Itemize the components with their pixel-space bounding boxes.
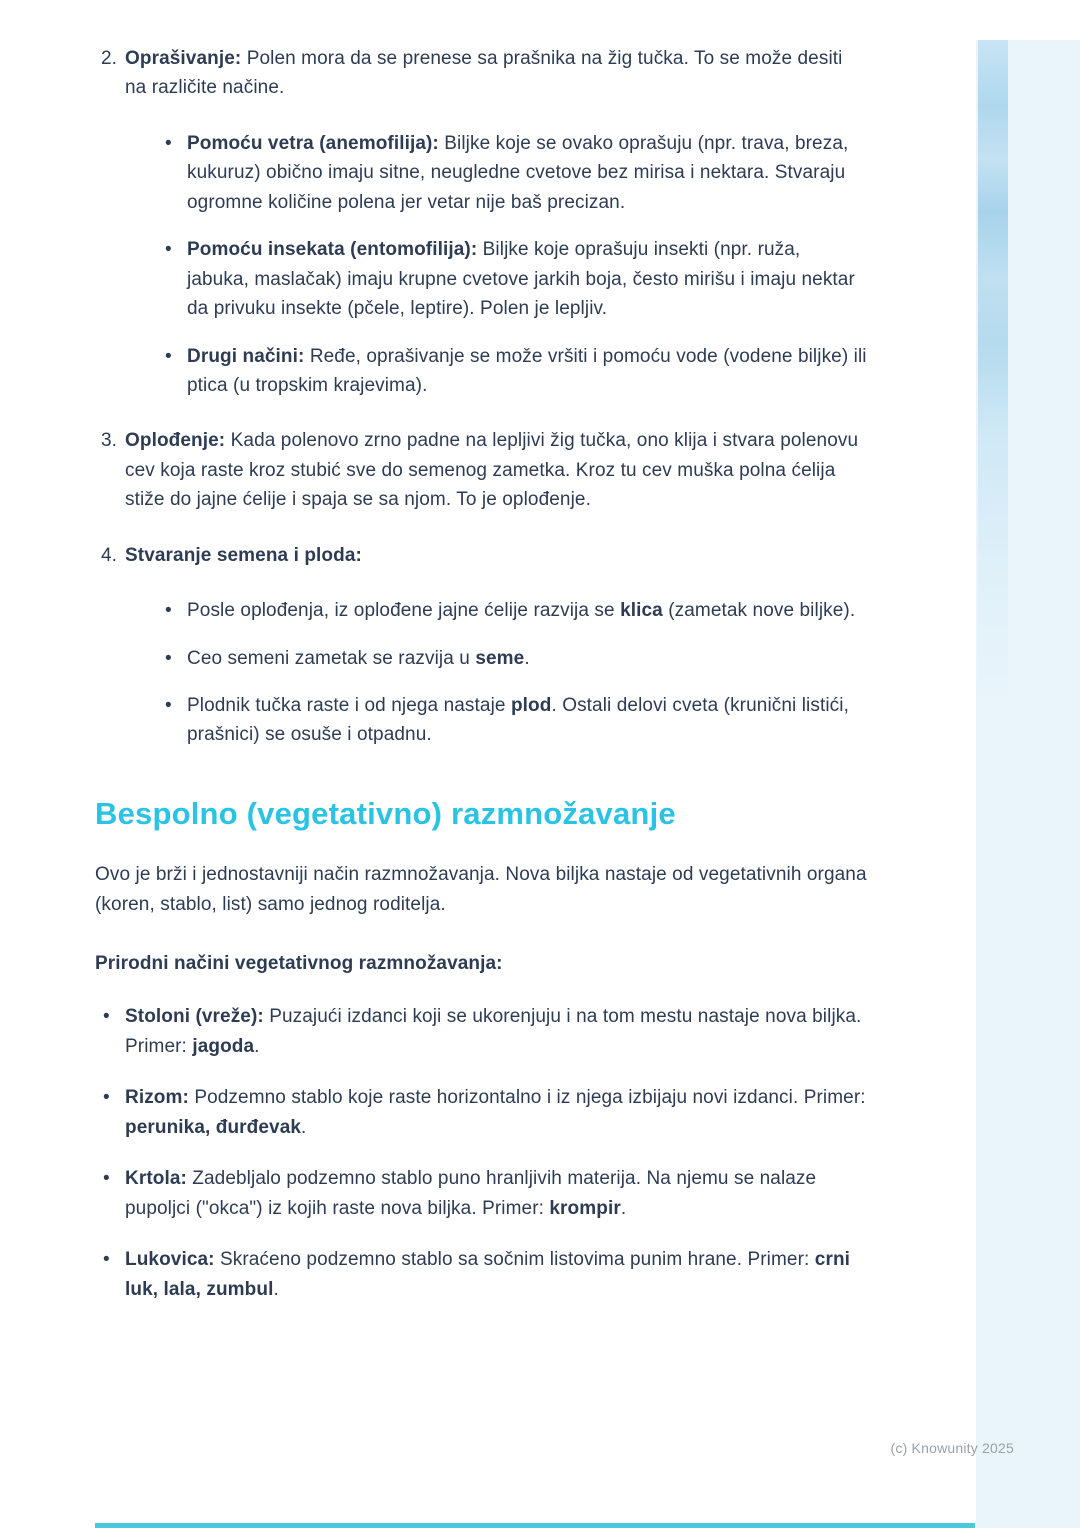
section-intro: Ovo je brži i jednostavniji način razmnožavanja. Nova biljka nastaje od vegetativnih organa (koren, stablo, list) samo jednog roditelja. (95, 864, 867, 915)
bullet-text: Posle oplođenja, iz oplođene jajne ćelije razvija se (187, 600, 621, 622)
bullet-text: Podzemno stablo koje raste horizontalno i iz njega izbijaju novi izdanci. Primer: (188, 1087, 866, 1109)
bullet-text: . (273, 1278, 279, 1300)
list-item-fertilization (95, 426, 867, 514)
bullet-emphasis: crni luk, lala, zumbul (125, 1249, 851, 1300)
bullet-text: . Ostali delovi cveta (krunični listići, prašnici) se osuše i otpadnu. (187, 695, 849, 746)
bullet-plod (125, 691, 867, 750)
bullet-label: Stoloni (vreže): (125, 1006, 264, 1028)
item-label: Oplođenje: (125, 430, 226, 452)
item-number: 3. (101, 430, 118, 452)
bullet-text: Zadebljalo podzemno stablo puno hranljivih materija. Na njemu se nalaze pupoljci ("okca") iz kojih raste nova biljka. Primer: (125, 1168, 817, 1219)
bullet-wind-pollination (125, 129, 867, 217)
bullet-krtola (95, 1164, 867, 1223)
bullet-stoloni (95, 1002, 867, 1061)
bullet-label: Pomoću insekata (entomofilija): (187, 239, 478, 261)
list-item-seed-fruit (95, 541, 867, 750)
section-heading: Bespolno (vegetativno) razmnožavanje (95, 795, 676, 831)
bullet-emphasis: klica (620, 600, 663, 622)
bullet-text: Plodnik tučka raste i od njega nastaje (187, 695, 511, 716)
item-paragraph (125, 426, 867, 514)
page-edge-decoration (976, 40, 1080, 1528)
page-edge-gradient-band (978, 40, 1008, 700)
bullet-label: Rizom: (125, 1087, 189, 1109)
vegetative-methods-list (95, 1002, 867, 1304)
pollination-methods-list (125, 129, 867, 401)
bullet-seme (125, 644, 867, 673)
item-text: Kada polenovo zrno padne na lepljivi žig tučka, ono klija i stvara polenovu cev koja raste kroz stubić sve do semenog zametka. Kroz tu cev muška polna ćelija stiže do jajne ćelije i spaja se sa njom. To je oplođenje. (125, 430, 859, 511)
bullet-text: (zametak nove biljke). (662, 600, 856, 622)
bullet-label: Pomoću vetra (anemofilija): (187, 132, 439, 154)
item-paragraph (125, 44, 867, 103)
item-number: 2. (101, 48, 118, 69)
bullet-emphasis: plod (510, 695, 552, 716)
bullet-other-pollination (125, 342, 867, 401)
seed-fruit-list (125, 596, 867, 750)
bullet-text: Puzajući izdanci koji se ukorenjuju i na tom mestu nastaje nova biljka. Primer: (125, 1006, 862, 1057)
bullet-emphasis: perunika, đurđevak (125, 1116, 302, 1138)
item-paragraph (125, 541, 867, 570)
bullet-emphasis: krompir (549, 1197, 621, 1219)
bullet-emphasis: seme (475, 647, 525, 669)
bullet-text: . (524, 647, 530, 669)
bullet-text: Ređe, oprašivanje se može vršiti i pomoću vode (vodene biljke) ili ptica (u tropskim krajevima). (187, 345, 867, 396)
bullet-emphasis: jagoda (192, 1035, 255, 1057)
footer-credit: (c) Knowunity 2025 (890, 1440, 1014, 1456)
bullet-insect-pollination (125, 235, 867, 323)
bullet-lukovica (95, 1245, 867, 1304)
bullet-text: Biljke koje oprašuju insekti (npr. ruža, jabuka, maslačak) imaju krupne cvetove jarkih boja, često mirišu i imaju nektar da privuku insekte (pčele, leptire). Polen je lepljiv. (187, 239, 855, 320)
bullet-text: Biljke koje se ovako oprašuju (npr. trava, breza, kukuruz) obično imaju sitne, neugledne cvetove bez mirisa i nektara. Stvaraju ogromne količine polena jer vetar nije baš precizan. (187, 132, 849, 213)
item-number: 4. (101, 544, 118, 566)
bullet-klica (125, 596, 867, 625)
bullet-text: . (301, 1116, 307, 1138)
bullet-label: Krtola: (125, 1168, 187, 1190)
bullet-text: Skraćeno podzemno stablo sa sočnim listovima punim hrane. Primer: (214, 1249, 815, 1271)
section-subheading: Prirodni načini vegetativnog razmnožavanja: (95, 953, 503, 975)
bottom-accent-bar (95, 1523, 975, 1528)
bullet-text: . (254, 1035, 260, 1057)
document-content (95, 44, 867, 1326)
item-label: Oprašivanje: (125, 48, 242, 69)
bullet-text: Ceo semeni zametak se razvija u (187, 647, 476, 669)
bullet-label: Drugi načini: (187, 345, 305, 367)
item-label: Stvaranje semena i ploda: (125, 544, 362, 566)
bullet-rizom (95, 1083, 867, 1142)
list-item-pollination (95, 44, 867, 400)
item-text: Polen mora da se prenese sa prašnika na žig tučka. To se može desiti na različite načine. (125, 48, 843, 99)
bullet-text: . (620, 1197, 627, 1219)
bullet-label: Lukovica: (125, 1249, 215, 1271)
